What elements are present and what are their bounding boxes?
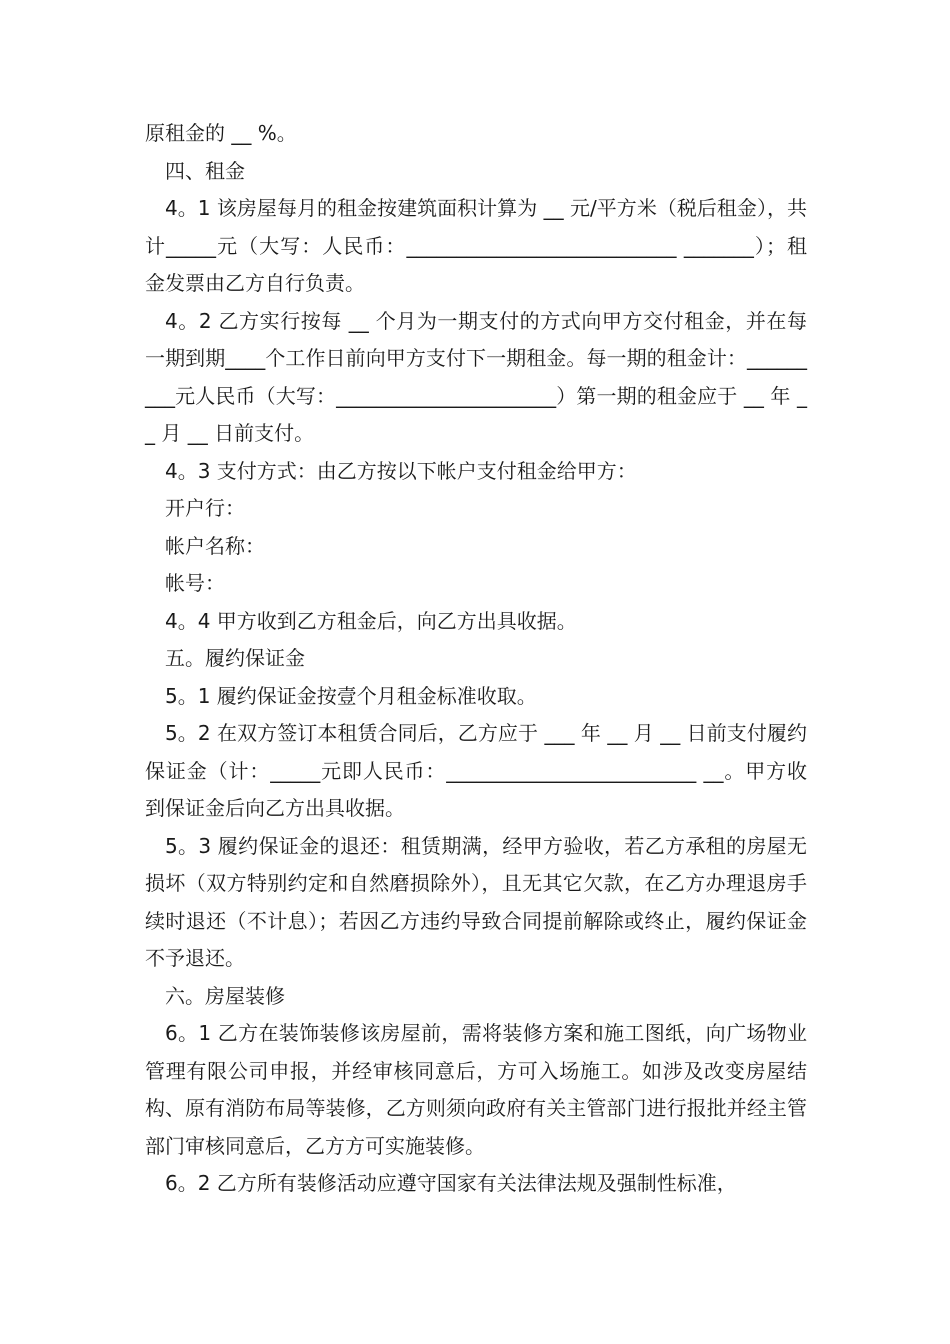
paragraph-4-3: 4。3 支付方式：由乙方按以下帐户支付租金给甲方： [165,458,637,483]
paragraph-rent-adjustment-tail: 原租金的 __ %。 [145,121,297,145]
account-name-line: 帐户名称： [165,533,265,558]
paragraph-4-4: 4。4 甲方收到乙方租金后，向乙方出具收据。 [165,608,577,633]
paragraph-5-3: 5。3 履约保证金的退还：租赁期满，经甲方验收，若乙方承租的房屋无损坏（双方特别约定和自然磨损除外），且无其它欠款，在乙方办理退房手续时退还（不计息）；若因乙方违约导致合同提前解除或终止，履约保证金不予退还。 [145,833,807,970]
paragraph-6-1: 6。1 乙方在装饰装修该房屋前，需将装修方案和施工图纸，向广场物业管理有限公司申报，并经审核同意后，方可入场施工。如涉及改变房屋结构、原有消防布局等装修，乙方则须向政府有关主管部门进行报批并经主管部门审核同意后，乙方方可实施装修。 [145,1021,807,1158]
bank-name-line: 开户行： [165,496,245,520]
paragraph-5-1: 5。1 履约保证金按壹个月租金标准收取。 [165,683,537,708]
document-body [145,115,807,1203]
section-heading-decoration: 六。房屋装修 [165,983,285,1008]
paragraph-4-2: 4。2 乙方实行按每 __ 个月为一期支付的方式向甲方交付租金，并在每一期到期____个工作日前向甲方支付下一期租金。每一期的租金计：_________元人民币（大写：______________________）第一期的租金应于 __ 年 __ 月 __ 日前支付。 [145,308,807,445]
paragraph-4-1: 4。1 该房屋每月的租金按建筑面积计算为 __ 元/平方米（税后租金），共计_____元（大写：人民币：___________________________ _______）；租金发票由乙方自行负责。 [145,196,807,295]
section-heading-deposit: 五。履约保证金 [165,646,305,670]
account-number-line: 帐号： [165,571,225,595]
section-heading-rent: 四、租金 [165,158,245,183]
paragraph-5-2: 5。2 在双方签订本租赁合同后，乙方应于 ___ 年 __ 月 __ 日前支付履约保证金（计：_____元即人民币：_________________________ __。甲方收到保证金后向乙方出具收据。 [145,721,807,820]
paragraph-6-2: 6。2 乙方所有装修活动应遵守国家有关法律法规及强制性标准， [165,1171,737,1195]
